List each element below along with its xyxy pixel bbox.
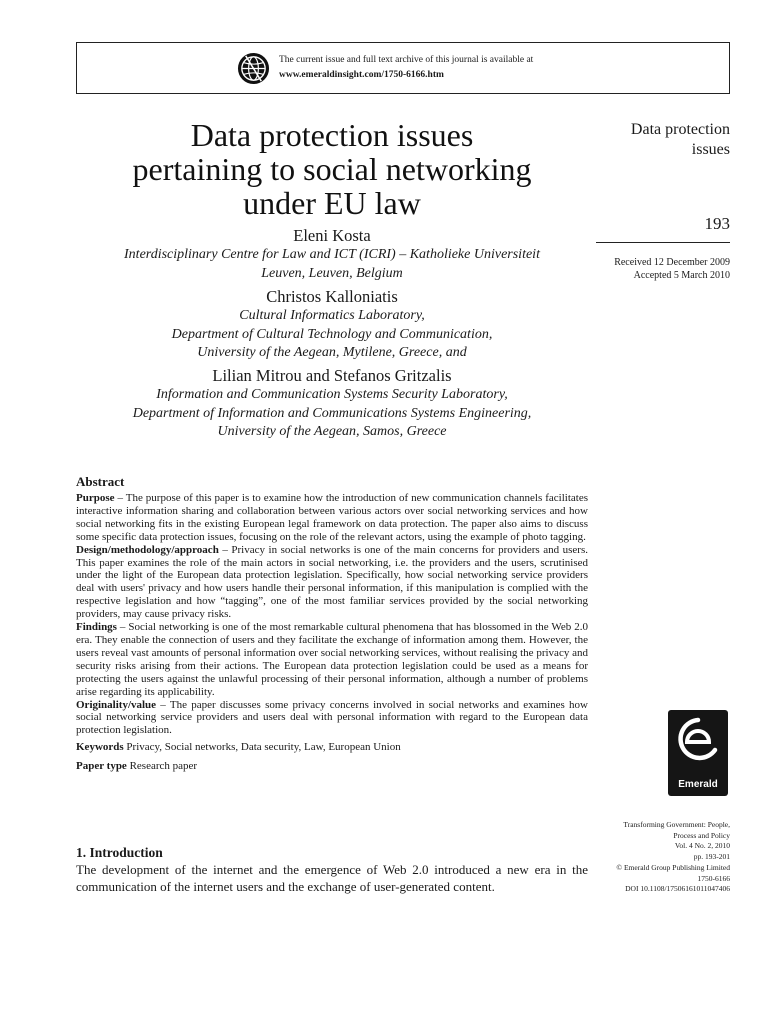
journal-line: pp. 193-201 bbox=[693, 852, 730, 862]
purpose-label: Purpose bbox=[76, 492, 115, 504]
author-entry bbox=[76, 225, 588, 283]
paper-type bbox=[76, 758, 588, 774]
originality-label: Originality/value bbox=[76, 698, 157, 711]
author-name: Eleni Kosta bbox=[293, 226, 371, 245]
paper-type-label: Paper type bbox=[76, 760, 127, 773]
paper-type-text: Research paper bbox=[126, 760, 198, 773]
author-affiliation: Information and Communication Systems Security Laboratory, bbox=[156, 387, 508, 402]
keywords-text: Privacy, Social networks, Data security, Law, European Union bbox=[123, 741, 401, 754]
author-affiliation: Interdisciplinary Centre for Law and ICT (ICRI) – Katholieke Universiteit bbox=[124, 247, 540, 262]
introduction-section bbox=[76, 844, 588, 895]
journal-line: © Emerald Group Publishing Limited bbox=[616, 862, 730, 872]
paper-title bbox=[76, 118, 588, 220]
author-affiliation: Cultural Informatics Laboratory, bbox=[239, 308, 425, 323]
title-line: pertaining to social networking bbox=[132, 151, 532, 187]
author-entry bbox=[76, 365, 588, 442]
journal-url-link[interactable]: www.emeraldinsight.com/1750-6166.htm bbox=[279, 70, 444, 80]
purpose-text: – The purpose of this paper is to examine how the introduction of new communication channels facilitates interactive information sharing and collaboration between various actors over social networking services and how social networking fits in the existing European legal framework on data protection. The paper also aims to discuss some specific data protection issues, focusing on the role of the relevant actors, using the example of photo tagging. bbox=[76, 492, 588, 543]
journal-line: Process and Policy bbox=[673, 830, 730, 840]
logo-label: Emerald bbox=[678, 779, 718, 790]
header-line: The current issue and full text archive of this journal is available at bbox=[279, 55, 534, 65]
design-text: – Privacy in social networks is one of the main concerns for providers and users. This paper examines the role of the main actors in social networking, i.e. the providers and the users, scrutinised under the light of the European data protection legislation. Specifically, how social networking service providers deal with users' privacy and how users handle their personal information, if this manipulation is complied with the respective legislation and how “tagging”, one of the most familiar services provided by the social networking providers, may cause privacy risks. bbox=[76, 543, 588, 621]
emerald-e-icon bbox=[668, 712, 728, 778]
findings-label: Findings bbox=[76, 621, 117, 634]
design-label: Design/methodology/approach bbox=[76, 543, 219, 556]
journal-line: Transforming Government: People, bbox=[623, 820, 730, 829]
author-affiliation: Department of Cultural Technology and Communication, bbox=[171, 326, 493, 342]
title-line: under EU law bbox=[243, 185, 421, 221]
globe-icon bbox=[237, 52, 270, 85]
keywords bbox=[76, 739, 588, 755]
abstract-originality bbox=[76, 699, 588, 738]
header-text bbox=[279, 53, 533, 83]
journal-doi: DOI 10.1108/17506161011047406 bbox=[625, 884, 730, 894]
keywords-label: Keywords bbox=[76, 741, 124, 754]
received-date: Received 12 December 2009 bbox=[614, 257, 730, 268]
title-line: Data protection issues bbox=[190, 117, 474, 153]
abstract-section bbox=[76, 474, 588, 774]
author-entry bbox=[76, 286, 588, 363]
originality-text: – The paper discusses some privacy concerns involved in social networks and examines how social networking service providers and users deal with personal information with regard to the European data protection legislation. bbox=[76, 698, 588, 737]
author-name: Lilian Mitrou and Stefanos Gritzalis bbox=[212, 366, 452, 385]
divider bbox=[596, 242, 730, 243]
findings-text: – Social networking is one of the most remarkable cultural phenomena that has blossomed in the Web 2.0 era. They enable the connection of users and they facilitate the exchange of information among them. However, the users reveal vast amounts of personal information over social networking services, without realising the privacy and security risks arising from their actions. The European data protection legislation could be used as a means for protecting the users against the unlawful processing of their personal information, although a number of problems arise regarding its applicability. bbox=[76, 621, 588, 698]
journal-line: 1750-6166 bbox=[697, 873, 730, 883]
author-name: Christos Kalloniatis bbox=[266, 287, 398, 306]
author-affiliation: Department of Information and Communications Systems Engineering, bbox=[132, 405, 532, 421]
page-number: 193 bbox=[704, 214, 730, 233]
running-title bbox=[596, 120, 730, 160]
journal-line: Vol. 4 No. 2, 2010 bbox=[674, 841, 730, 851]
running-title-line: issues bbox=[691, 141, 730, 158]
abstract-purpose bbox=[76, 492, 588, 544]
abstract-design bbox=[76, 544, 588, 621]
author-affiliation: University of the Aegean, Mytilene, Greece, and bbox=[197, 345, 467, 360]
journal-citation bbox=[580, 820, 730, 895]
author-affiliation: University of the Aegean, Samos, Greece bbox=[217, 424, 447, 439]
running-title-line: Data protection bbox=[630, 121, 730, 138]
abstract-heading: Abstract bbox=[76, 474, 125, 489]
submission-dates bbox=[596, 256, 730, 282]
emerald-logo bbox=[668, 710, 728, 796]
introduction-heading: 1. Introduction bbox=[76, 845, 163, 860]
author-affiliation: Leuven, Leuven, Belgium bbox=[261, 265, 403, 281]
journal-access-banner bbox=[76, 42, 730, 94]
abstract-findings bbox=[76, 621, 588, 698]
accepted-date: Accepted 5 March 2010 bbox=[633, 270, 730, 281]
introduction-text: The development of the internet and the emergence of Web 2.0 introduced a new era in the communication of the internet users and the exchange of user-generated content. bbox=[76, 862, 588, 894]
